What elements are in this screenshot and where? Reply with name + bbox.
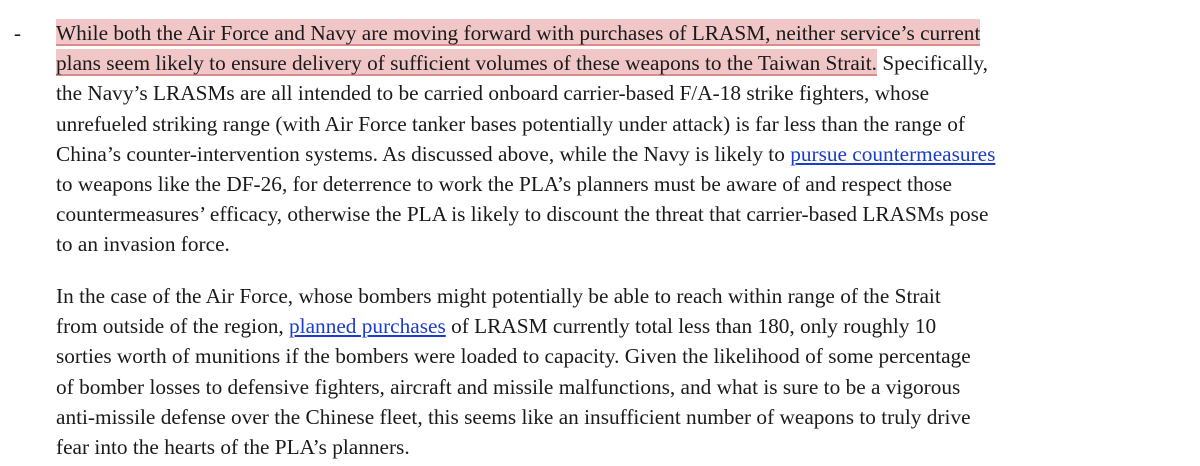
bullet-marker: - (14, 21, 21, 45)
text-line (56, 48, 1176, 78)
text-line: of bomber losses to defensive fighters, aircraft and missile malfunctions, and what is sure to be a vigorous (56, 374, 961, 399)
paragraph-air-force (56, 281, 1176, 462)
text-segment: Specifically, (877, 51, 988, 76)
text-segment: China’s counter-intervention systems. As discussed above, while the Navy is likely to (56, 141, 791, 166)
text-line (56, 311, 1176, 341)
highlighted-text[interactable]: plans seem likely to ensure delivery of sufficient volumes of these weapons to the Taiwan Strait. (56, 51, 878, 76)
text-line: anti-missile defense over the Chinese fleet, this seems like an insufficient number of weapons to truly drive (56, 404, 971, 429)
text-segment: of LRASM currently total less than 180, only roughly 10 (445, 314, 937, 339)
highlighted-text[interactable]: While both the Air Force and Navy are moving forward with purchases of LRASM, neither service’s current (56, 21, 981, 45)
text-line: fear into the hearts of the PLA’s planners. (56, 435, 410, 460)
text-line: In the case of the Air Force, whose bombers might potentially be able to reach within range of the Strait (56, 284, 941, 308)
text-line: to weapons like the DF-26, for deterrence to work the PLA’s planners must be aware of and respect those (56, 172, 952, 197)
text-line: to an invasion force. (56, 232, 230, 257)
pursue-countermeasures-link[interactable]: pursue countermeasures (790, 141, 996, 166)
text-line: countermeasures’ efficacy, otherwise the PLA is likely to discount the threat that carrier-based LRASMs pose (56, 202, 989, 227)
text-line (56, 18, 1176, 48)
text-line: sorties worth of munitions if the bombers were loaded to capacity. Given the likelihood of some percentage (56, 344, 971, 369)
text-segment: from outside of the region, (56, 314, 290, 339)
text-line: the Navy’s LRASMs are all intended to be carried onboard carrier-based F/A-18 strike fighters, whose (56, 81, 930, 106)
planned-purchases-link[interactable]: planned purchases (289, 314, 446, 339)
text-line: unrefueled striking range (with Air Force tanker bases potentially under attack) is far less than the range of (56, 111, 965, 136)
paragraph-lrasm-plans (56, 18, 1176, 260)
text-line (56, 139, 1176, 169)
